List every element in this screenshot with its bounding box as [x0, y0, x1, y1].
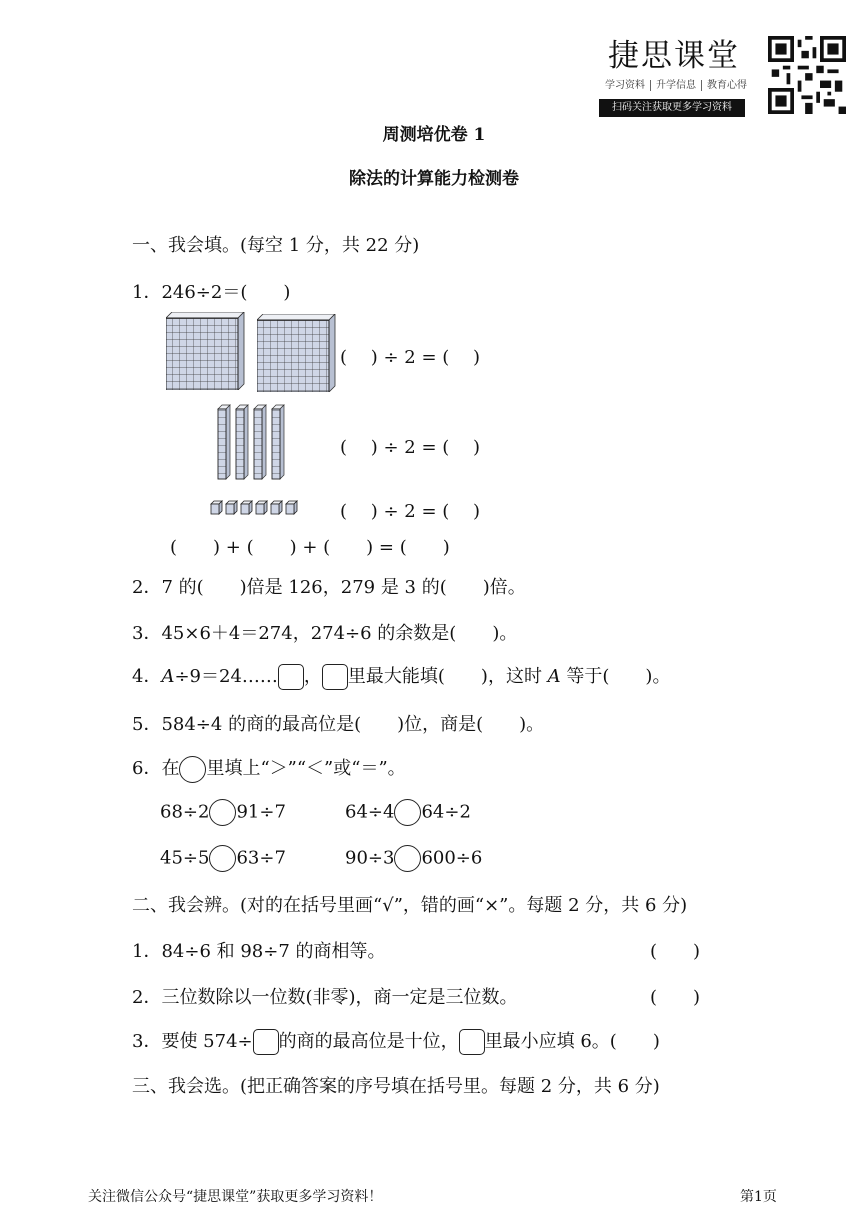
compare-right: 600÷6: [421, 847, 483, 869]
answer-blank[interactable]: ( ): [650, 941, 701, 962]
compare-circle[interactable]: [209, 845, 236, 872]
s2-q1-text: 1．84÷6 和 98÷7 的商相等。: [132, 941, 386, 962]
q4-line: [132, 662, 670, 690]
compare-left: 64÷4: [345, 801, 395, 823]
compare-item: [345, 845, 482, 872]
s2-q3-end: 里最小应填 6。( ): [484, 1031, 660, 1052]
section1-heading: 一、我会填。(每空 1 分，共 22 分): [132, 235, 420, 256]
q4-equation: ÷9＝24……: [174, 666, 278, 687]
brand-logo-text: 捷思课堂: [608, 38, 740, 74]
compare-left: 45÷5: [160, 847, 210, 869]
hundred-block-2: [257, 314, 337, 392]
compare-circle[interactable]: [209, 799, 236, 826]
compare-circle[interactable]: [179, 756, 206, 783]
equation-sum: ( ) + ( ) + ( ) = ( ): [170, 537, 450, 558]
compare-right: 64÷2: [421, 801, 471, 823]
brand-tags: [600, 76, 752, 91]
s2-q3-prefix: 3．要使 574÷: [132, 1031, 253, 1052]
tag-study: 学习资料: [600, 80, 651, 91]
compare-left: 90÷3: [345, 847, 395, 869]
equation-tens: ( ) ÷ 2 = ( ): [340, 437, 481, 458]
q4-comma: ，: [303, 666, 322, 687]
answer-box[interactable]: [322, 664, 348, 690]
compare-left: 68÷2: [160, 801, 210, 823]
compare-item: [345, 799, 471, 826]
qr-code-icon: [768, 36, 846, 114]
q3-text: 3．45×6＋4＝274，274÷6 的余数是( )。: [132, 623, 518, 644]
page-number: 第1页: [740, 1189, 777, 1205]
equation-ones: ( ) ÷ 2 = ( ): [340, 501, 481, 522]
scan-banner: 扫码关注获取更多学习资料: [599, 99, 745, 117]
q2-text: 2．7 的( )倍是 126，279 是 3 的( )倍。: [132, 577, 526, 598]
q6-prefix: 6．在: [132, 758, 180, 779]
compare-circle[interactable]: [394, 845, 421, 872]
answer-box[interactable]: [278, 664, 304, 690]
q4-variable: A: [161, 666, 175, 687]
footer-text: 关注微信公众号“捷思课堂”获取更多学习资料！: [88, 1189, 383, 1205]
hundred-block-1: [166, 312, 246, 390]
q4-question: 里最大能填( )，这时: [347, 666, 548, 687]
s2-q3-line: [132, 1027, 660, 1055]
q5-text: 5．584÷4 的商的最高位是( )位，商是( )。: [132, 714, 545, 735]
compare-circle[interactable]: [394, 799, 421, 826]
compare-right: 91÷7: [236, 801, 286, 823]
compare-item: [160, 845, 286, 872]
q6-instruction: 里填上“＞”“＜”或“＝”。: [206, 758, 406, 779]
q4-number: 4．: [132, 666, 162, 687]
tag-admission: 升学信息: [651, 80, 702, 91]
q4-question-end: 等于( )。: [560, 666, 671, 687]
answer-box[interactable]: [253, 1029, 279, 1055]
page-title: 周测培优卷 1: [382, 125, 486, 145]
q4-variable-2: A: [547, 666, 561, 687]
equation-hundreds: ( ) ÷ 2 = ( ): [340, 347, 481, 368]
ten-rods: [216, 404, 288, 480]
section2-heading: 二、我会辨。(对的在括号里画“√”，错的画“×”。每题 2 分，共 6 分): [132, 895, 688, 916]
q1-text: 1．246÷2＝( ): [132, 282, 291, 303]
page-subtitle: 除法的计算能力检测卷: [349, 169, 519, 189]
tag-education: 教育心得: [707, 80, 747, 91]
answer-blank[interactable]: ( ): [650, 987, 701, 1008]
compare-right: 63÷7: [236, 847, 286, 869]
s2-q3-middle: 的商的最高位是十位，: [278, 1031, 459, 1052]
section3-heading: 三、我会选。(把正确答案的序号填在括号里。每题 2 分，共 6 分): [132, 1076, 660, 1097]
answer-box[interactable]: [459, 1029, 485, 1055]
unit-cubes: [210, 500, 302, 516]
q6-line: [132, 754, 406, 783]
compare-item: [160, 799, 286, 826]
s2-q2-text: 2．三位数除以一位数(非零)，商一定是三位数。: [132, 987, 518, 1008]
